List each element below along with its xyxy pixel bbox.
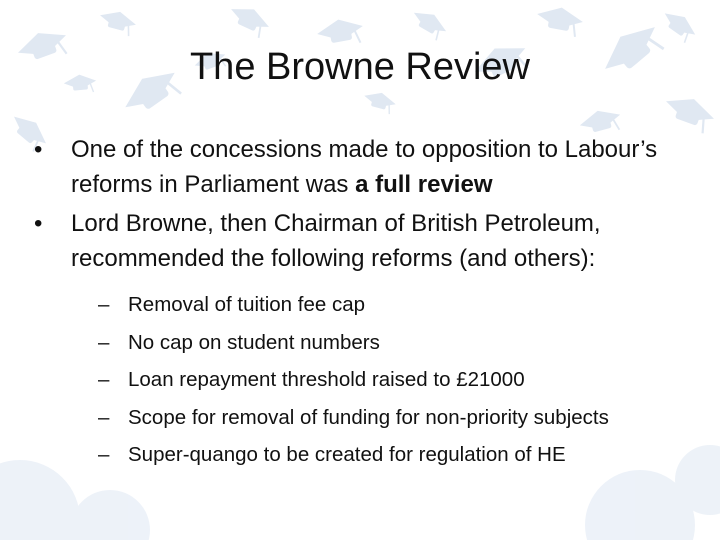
bullet-bold-text: a full review [355,171,493,198]
bullet-list [34,132,694,280]
sub-bullet-item [98,399,698,437]
dash-marker: – [98,293,110,316]
sub-bullet-item [98,361,698,399]
bullet-item [34,206,694,276]
bullet-text: Lord Browne, then Chairman of British Petroleum, recommended the following reforms (and others): [71,210,601,272]
bullet-item [34,132,694,202]
dash-marker: – [98,405,110,429]
bullet-marker: • [34,210,43,237]
sub-bullet-item [98,324,698,362]
dash-marker: – [98,443,110,466]
slide-title: The Browne Review [189,46,531,88]
sub-bullet-item [98,286,698,324]
bullet-marker: • [34,136,43,163]
sub-bullet-item [98,436,698,474]
dash-marker: – [98,368,110,391]
sub-bullet-text: No cap on student numbers [128,330,380,354]
sub-bullet-text: Scope for removal of funding for non-priority subjects [128,405,609,429]
sub-bullet-text: Loan repayment threshold raised to £21000 [128,368,525,391]
sub-bullet-text: Super-quango to be created for regulation of HE [128,443,566,466]
bullet-text: One of the concessions made to opposition to Labour’s reforms in Parliament was [71,136,658,198]
sub-bullet-list [98,286,698,474]
dash-marker: – [98,330,110,354]
sub-bullet-text: Removal of tuition fee cap [128,293,366,316]
